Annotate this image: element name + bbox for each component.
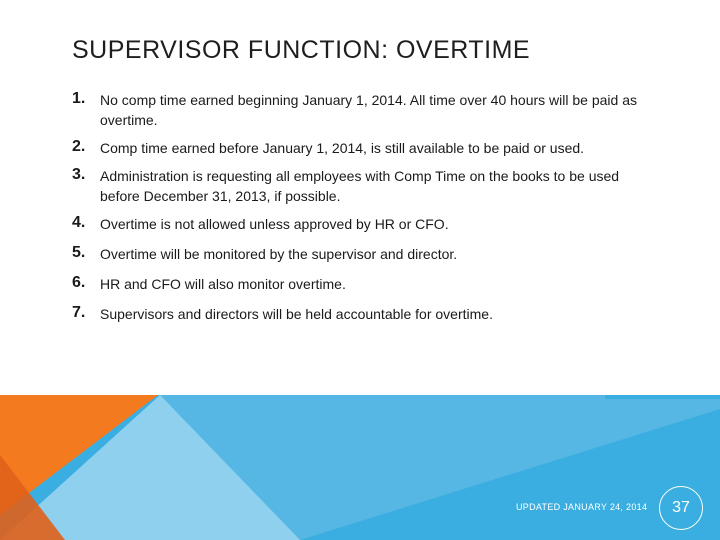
item-text: No comp time earned beginning January 1, 2014. All time over 40 hours will be paid as overtime. <box>100 92 637 128</box>
slide-title: SUPERVISOR FUNCTION: OVERTIME <box>72 36 531 64</box>
overtime-list <box>72 90 652 324</box>
page-number: 37 <box>659 486 703 530</box>
list-item <box>72 214 652 234</box>
item-number: 2. <box>72 138 86 155</box>
list-item <box>72 244 652 264</box>
list-item <box>72 304 652 324</box>
list-item <box>72 166 652 206</box>
item-text: Supervisors and directors will be held accountable for overtime. <box>100 306 493 322</box>
item-number: 7. <box>72 304 86 321</box>
item-number: 1. <box>72 90 86 107</box>
item-number: 3. <box>72 166 86 183</box>
item-text: HR and CFO will also monitor overtime. <box>100 276 346 292</box>
item-number: 5. <box>72 244 86 261</box>
item-text: Comp time earned before January 1, 2014, is still available to be paid or used. <box>100 140 585 156</box>
item-text: Overtime is not allowed unless approved by HR or CFO. <box>100 216 449 232</box>
item-text: Administration is requesting all employees with Comp Time on the books to be used before December 31, 2013, if possible. <box>100 168 620 204</box>
list-item <box>72 90 652 130</box>
list-item <box>72 138 652 158</box>
updated-date: UPDATED JANUARY 24, 2014 <box>516 502 648 512</box>
item-text: Overtime will be monitored by the supervisor and director. <box>100 246 458 262</box>
list-item <box>72 274 652 294</box>
item-number: 6. <box>72 274 86 291</box>
decorative-banner <box>0 395 720 540</box>
item-number: 4. <box>72 214 86 231</box>
